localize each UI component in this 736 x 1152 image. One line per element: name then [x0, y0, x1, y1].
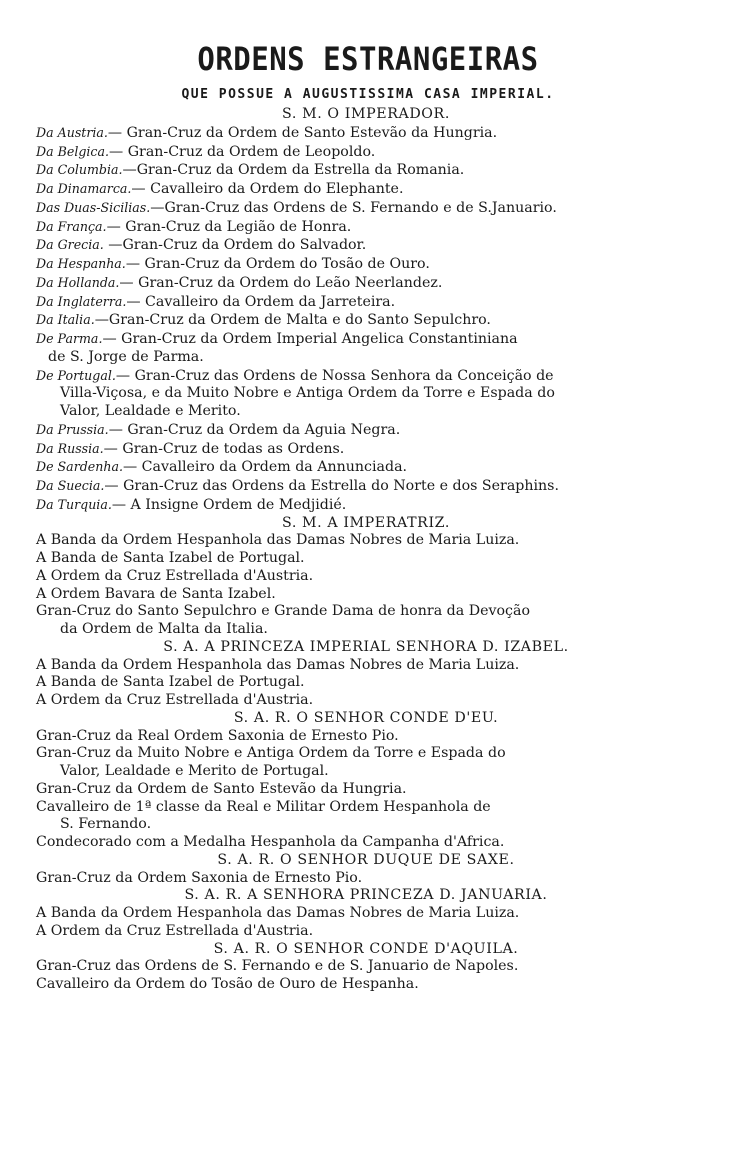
order-line: A Ordem da Cruz Estrellada d'Austria.	[36, 567, 314, 584]
section-heading: S. A. A PRINCEZA IMPERIAL SENHORA D. IZABEL.	[163, 638, 569, 655]
order-text: — Gran-Cruz da Ordem de Leopoldo.	[109, 143, 376, 160]
order-text: — Cavalleiro da Ordem da Jarreteira.	[126, 293, 396, 310]
order-text: —Gran-Cruz da Ordem da Estrella da Romania.	[122, 162, 465, 179]
order-entry	[36, 199, 696, 218]
order-line: Cavalleiro de 1ª classe da Real e Militar Ordem Hespanhola de	[36, 798, 491, 815]
order-text: — Cavalleiro da Ordem do Elephante.	[131, 181, 404, 197]
order-entry	[36, 367, 696, 386]
order-text: — Gran-Cruz da Legião de Honra.	[106, 218, 352, 235]
order-line: Gran-Cruz da Muito Nobre e Antiga Ordem da Torre e Espada do	[36, 745, 506, 762]
order-line: da Ordem de Malta da Italia.	[60, 621, 268, 637]
country-label: Da Grecia.	[36, 237, 104, 253]
country-label: Da Suecia.	[36, 478, 105, 493]
country-label: De Portugal.	[36, 367, 116, 383]
country-label: Da Turquia.	[36, 496, 112, 512]
country-label: Da Italia.	[36, 312, 95, 328]
order-entry	[36, 274, 696, 293]
order-line: Gran-Cruz do Santo Sepulchro e Grande Dama de honra da Devoção	[36, 603, 530, 620]
order-text: — Cavalleiro da Ordem da Annunciada.	[122, 459, 408, 476]
order-text: —Gran-Cruz das Ordens de S. Fernando e de S.Januario.	[150, 199, 557, 216]
order-entry	[36, 477, 696, 496]
page-subtitle: QUE POSSUE A AUGUSTISSIMA CASA IMPERIAL.	[181, 87, 555, 102]
order-text: — Gran-Cruz da Ordem do Tosão de Ouro.	[125, 256, 430, 272]
section-heading: S. M. A IMPERATRIZ.	[282, 514, 450, 531]
country-label: De Parma.	[36, 331, 103, 346]
section-heading: S. A. R. O SENHOR CONDE D'AQUILA.	[213, 940, 519, 957]
country-label: Da Belgica.	[36, 143, 109, 159]
section-heading: S. A. R. O SENHOR DUQUE DE SAXE.	[217, 851, 515, 868]
order-text: — Gran-Cruz de todas as Ordens.	[103, 440, 345, 457]
country-label: Da Russia.	[36, 440, 104, 456]
order-entry	[36, 311, 696, 330]
order-text: — A Insigne Ordem de Medjidié.	[111, 496, 347, 513]
order-text: —Gran-Cruz da Ordem de Malta e do Santo Sepulchro.	[94, 312, 491, 329]
order-text: — Gran-Cruz das Ordens de Nossa Senhora da Conceição de	[115, 367, 554, 384]
order-entry	[36, 421, 696, 440]
order-text: — Gran-Cruz da Ordem da Aguia Negra.	[108, 421, 401, 438]
order-line: A Ordem Bavara de Santa Izabel.	[36, 585, 276, 602]
order-line: A Banda da Ordem Hespanhola das Damas Nobres de Maria Luiza.	[36, 532, 520, 549]
order-entry	[36, 124, 696, 143]
order-entry	[36, 293, 696, 312]
order-entry	[36, 496, 696, 515]
country-label: Da Dinamarca.	[36, 181, 132, 196]
country-label: Da França.	[36, 218, 107, 234]
order-line: Condecorado com a Medalha Hespanhola da Campanha d'Africa.	[36, 834, 505, 850]
country-label: Da Columbia.	[36, 162, 123, 178]
order-text: — Gran-Cruz da Ordem do Leão Neerlandez.	[119, 274, 443, 291]
order-line: A Banda da Ordem Hespanhola das Damas Nobres de Maria Luiza.	[36, 905, 520, 921]
order-text: — Gran-Cruz das Ordens da Estrella do Norte e dos Seraphins.	[104, 478, 559, 494]
order-line: A Banda da Ordem Hespanhola das Damas Nobres de Maria Luiza.	[36, 656, 520, 673]
order-line: Gran-Cruz da Real Ordem Saxonia de Ernesto Pio.	[36, 727, 399, 744]
order-entry	[36, 143, 696, 162]
country-label: Da Inglaterra.	[36, 293, 127, 309]
country-label: Da Austria.	[36, 124, 108, 140]
order-line: de S. Jorge de Parma.	[48, 348, 204, 365]
order-line: A Ordem da Cruz Estrellada d'Austria.	[36, 692, 314, 708]
order-line: A Ordem da Cruz Estrellada d'Austria.	[36, 922, 314, 939]
order-line: Gran-Cruz da Ordem Saxonia de Ernesto Pio.	[36, 869, 363, 886]
order-entry	[36, 330, 696, 349]
order-text: — Gran-Cruz da Ordem de Santo Estevão da Hungria.	[107, 124, 498, 141]
page-title: ORDENS ESTRANGEIRAS	[197, 40, 539, 78]
section-heading: S. A. R. O SENHOR CONDE D'EU.	[233, 709, 499, 726]
country-label: Da Hollanda.	[36, 274, 120, 290]
country-label: Das Duas-Sicilias.	[36, 199, 151, 215]
section-heading: S. A. R. A SENHORA PRINCEZA D. JANUARIA.	[184, 887, 548, 904]
order-line: A Banda de Santa Izabel de Portugal.	[36, 550, 305, 566]
order-entry	[36, 458, 696, 477]
order-entry	[36, 161, 696, 180]
section-heading: S. M. O IMPERADOR.	[282, 106, 450, 122]
order-entry	[36, 440, 696, 459]
order-entry	[36, 236, 696, 255]
order-entry	[36, 218, 696, 237]
order-line: A Banda de Santa Izabel de Portugal.	[36, 674, 305, 691]
order-entry	[36, 255, 696, 274]
order-text: —Gran-Cruz da Ordem do Salvador.	[103, 237, 367, 254]
document-body	[36, 106, 696, 994]
order-text: — Gran-Cruz da Ordem Imperial Angelica Constantiniana	[102, 331, 518, 347]
order-entry	[36, 180, 696, 199]
order-line: Cavalleiro da Ordem do Tosão de Ouro de Hespanha.	[36, 976, 419, 992]
order-line: S. Fernando.	[60, 816, 152, 833]
order-line: Villa-Viçosa, e da Muito Nobre e Antiga Ordem da Torre e Espada do	[60, 385, 555, 402]
order-line: Gran-Cruz da Ordem de Santo Estevão da Hungria.	[36, 780, 407, 797]
order-line: Valor, Lealdade e Merito.	[60, 403, 241, 419]
order-line: Gran-Cruz das Ordens de S. Fernando e de S. Januario de Napoles.	[36, 958, 519, 975]
country-label: Da Prussia.	[36, 421, 109, 437]
country-label: De Sardenha.	[36, 459, 123, 475]
order-line: Valor, Lealdade e Merito de Portugal.	[60, 763, 329, 779]
country-label: Da Hespanha.	[36, 256, 126, 271]
